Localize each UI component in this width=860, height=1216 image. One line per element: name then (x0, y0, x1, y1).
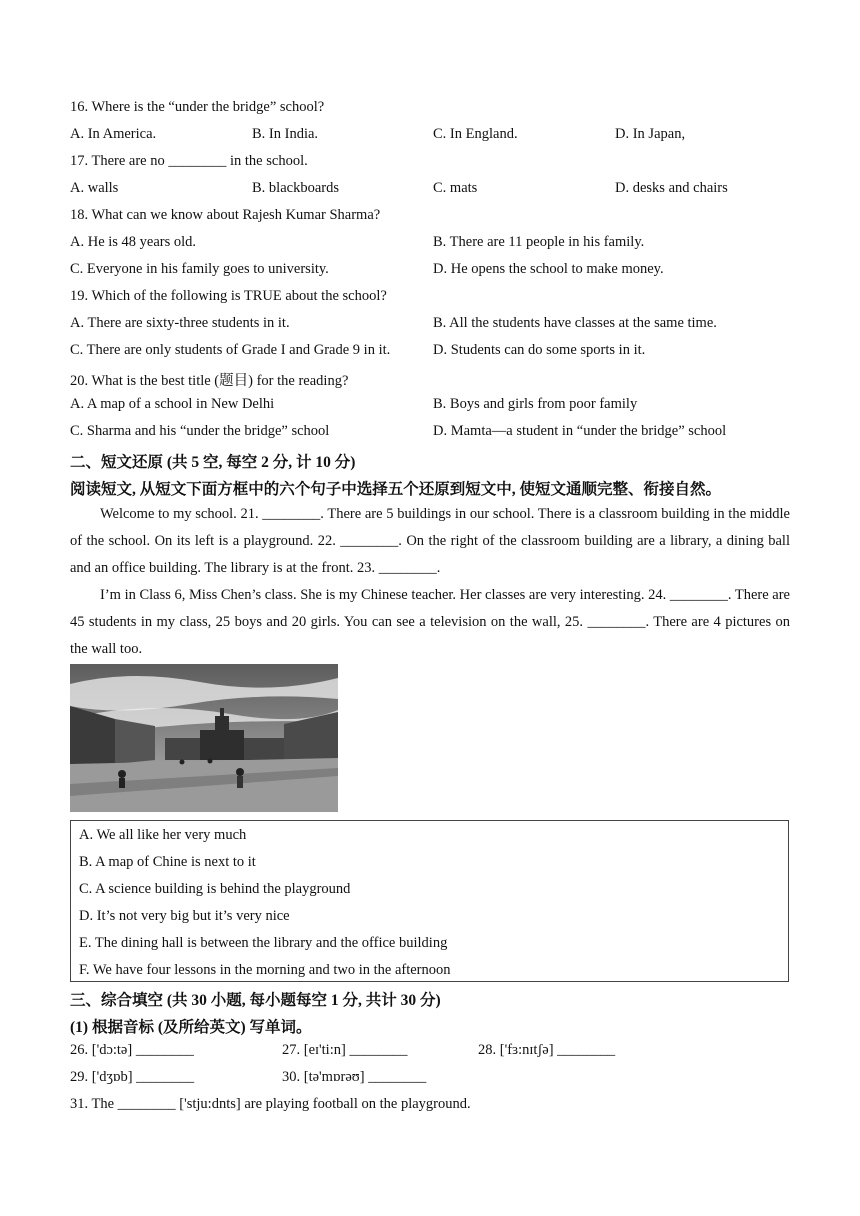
option-a: A. We all like her very much (79, 827, 247, 843)
question-16-stem: 16. Where is the “under the bridge” school? (70, 99, 325, 115)
q16-option-c: C. In England. (433, 126, 518, 142)
q16-option-d: D. In Japan, (615, 126, 686, 142)
q20-option-d: D. Mamta—a student in “under the bridge” school (433, 423, 727, 439)
options-box (70, 820, 789, 982)
q17-option-c: C. mats (433, 180, 478, 196)
option-b: B. A map of Chine is next to it (79, 854, 256, 870)
q18-option-d: D. He opens the school to make money. (433, 261, 664, 277)
passage-paragraph-1: Welcome to my school. 21. ________. There are 5 buildings in our school. There is a classroom building in the middle of the school. On its left is a playground. 22. ________. On the right of the classroom building are a library, a dining ball and an office building. The library is at the front. 23. ________. (70, 506, 790, 576)
question-19-stem: 19. Which of the following is TRUE about the school? (70, 288, 387, 304)
q17-option-a: A. walls (70, 180, 119, 196)
question-28: 28. ['fɜ:nɪtʃə] ________ (478, 1042, 616, 1058)
question-31: 31. The ________ ['stju:dnts] are playing football on the playground. (70, 1096, 471, 1112)
q16-option-b: B. In India. (252, 126, 319, 142)
q16-option-a: A. In America. (70, 126, 157, 142)
passage-paragraph-2: I’m in Class 6, Miss Chen’s class. She is my Chinese teacher. Her classes are very interesting. 24. ________. There are 45 students in my class, 25 boys and 20 girls. You can see a television on the wall, 25. ________. There are 4 pictures on the wall too. (70, 587, 790, 657)
q19-option-a: A. There are sixty-three students in it. (70, 315, 290, 331)
option-d: D. It’s not very big but it’s very nice (79, 908, 290, 924)
section-2-heading: 二、短文还原 (共 5 空, 每空 2 分, 计 10 分) (70, 454, 356, 471)
section-3-subheading: (1) 根据音标 (及所给英文) 写单词。 (70, 1019, 312, 1036)
section-2-instruction: 阅读短文, 从短文下面方框中的六个句子中选择五个还原到短文中, 使短文通顺完整、衔接自然。 (70, 481, 722, 498)
question-26: 26. ['dɔ:tə] ________ (70, 1042, 194, 1058)
q19-option-c: C. There are only students of Grade I and Grade 9 in it. (70, 342, 391, 358)
option-e: E. The dining hall is between the library and the office building (79, 935, 448, 951)
q20-option-b: B. Boys and girls from poor family (433, 396, 638, 412)
section-3-heading: 三、综合填空 (共 30 小题, 每小题每空 1 分, 共计 30 分) (70, 992, 441, 1009)
q17-option-b: B. blackboards (252, 180, 339, 196)
q19-option-b: B. All the students have classes at the same time. (433, 315, 717, 331)
option-f: F. We have four lessons in the morning and two in the afternoon (79, 962, 451, 978)
q17-option-d: D. desks and chairs (615, 180, 728, 196)
question-27: 27. [eɪ'ti:n] ________ (282, 1042, 408, 1058)
question-17-stem: 17. There are no ________ in the school. (70, 153, 308, 169)
q18-option-c: C. Everyone in his family goes to university. (70, 261, 329, 277)
school-photo (70, 664, 338, 812)
q20-option-a: A. A map of a school in New Delhi (70, 396, 275, 412)
q20-option-c: C. Sharma and his “under the bridge” school (70, 423, 330, 439)
option-c: C. A science building is behind the playground (79, 881, 351, 897)
question-20-stem: 20. What is the best title (题目) for the reading? (70, 373, 349, 389)
q18-option-a: A. He is 48 years old. (70, 234, 197, 250)
question-29: 29. ['dʒɒb] ________ (70, 1069, 195, 1085)
question-30: 30. [tə'mɒrəʊ] ________ (282, 1069, 427, 1085)
q19-option-d: D. Students can do some sports in it. (433, 342, 646, 358)
q18-option-b: B. There are 11 people in his family. (433, 234, 645, 250)
question-18-stem: 18. What can we know about Rajesh Kumar Sharma? (70, 207, 381, 223)
